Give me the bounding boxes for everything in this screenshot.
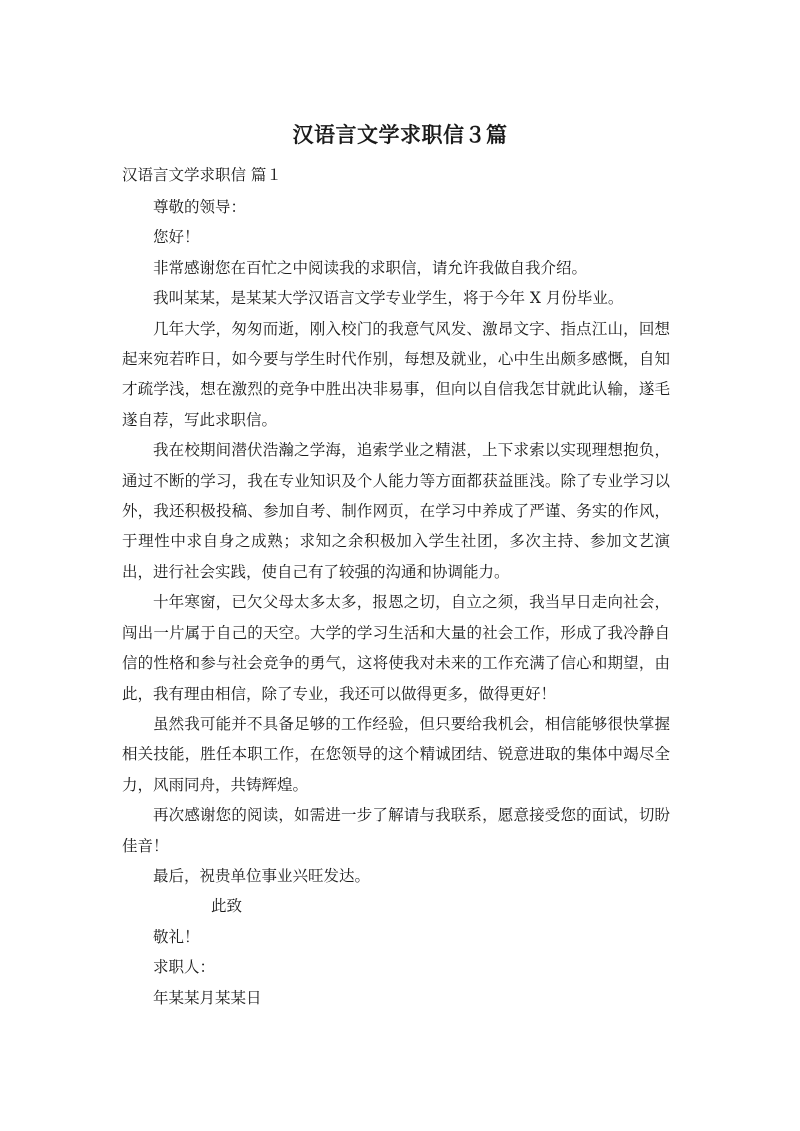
signature-date: 年某某月某某日 — [153, 988, 262, 1007]
document-title: 汉语言文学求职信３篇 — [292, 123, 508, 147]
body-paragraph: 十年寒窗，已欠父母太多太多，报恩之切，自立之须，我当早日走向社会，闯出一片属于自己的天空。大学的学习生活和大量的社会工作，形成了我冷静自信的性格和参与社会竞争的勇气，这将使我对未来的工作充满了信心和期望，由此，我有理由相信，除了专业，我还可以做得更多，做得更好！ — [122, 593, 670, 703]
letter-body — [122, 192, 670, 1013]
body-paragraph: 非常感谢您在百忙之中阅读我的求职信，请允许我做自我介绍。 — [153, 258, 588, 277]
section-heading: 汉语言文学求职信 篇１ — [122, 166, 282, 184]
body-paragraph: 最后，祝贵单位事业兴旺发达。 — [153, 866, 371, 885]
hello-paragraph: 您好！ — [153, 228, 200, 247]
body-paragraph: 再次感谢您的阅读，如需进一步了解请与我联系，愿意接受您的面试，切盼佳音！ — [122, 806, 670, 855]
body-paragraph: 我在校期间潜伏浩瀚之学海，追索学业之精湛，上下求索以实现理想抱负，通过不断的学习，我在专业知识及个人能力等方面都获益匪浅。除了专业学习以外，我还积极投稿、参加自考、制作网页，在学习中养成了严谨、务实的作风，于理性中求自身之成熟；求知之余积极加入学生社团，多次主持、参加文艺演出，进行社会实践，使自己有了较强的沟通和协调能力。 — [122, 441, 670, 581]
body-paragraph: 我叫某某，是某某大学汉语言文学专业学生，将于今年 X 月份毕业。 — [153, 289, 624, 308]
closing-regards: 敬礼！ — [153, 927, 200, 946]
body-paragraph: 几年大学，匆匆而逝，刚入校门的我意气风发、激昂文字、指点江山，回想起来宛若昨日，如今要与学生时代作别，每想及就业，心中生出颇多感慨，自知才疏学浅，想在激烈的竞争中胜出决非易事，但向以自信我怎甘就此认输，遂毛遂自荐，写此求职信。 — [122, 319, 670, 429]
applicant-label: 求职人： — [153, 958, 216, 977]
closing-salutation: 此致 — [211, 897, 243, 916]
body-paragraph: 虽然我可能并不具备足够的工作经验，但只要给我机会，相信能够很快掌握相关技能，胜任本职工作，在您领导的这个精诚团结、锐意进取的集体中竭尽全力，风雨同舟，共铸辉煌。 — [122, 714, 670, 794]
greeting-paragraph: 尊敬的领导： — [153, 198, 247, 216]
